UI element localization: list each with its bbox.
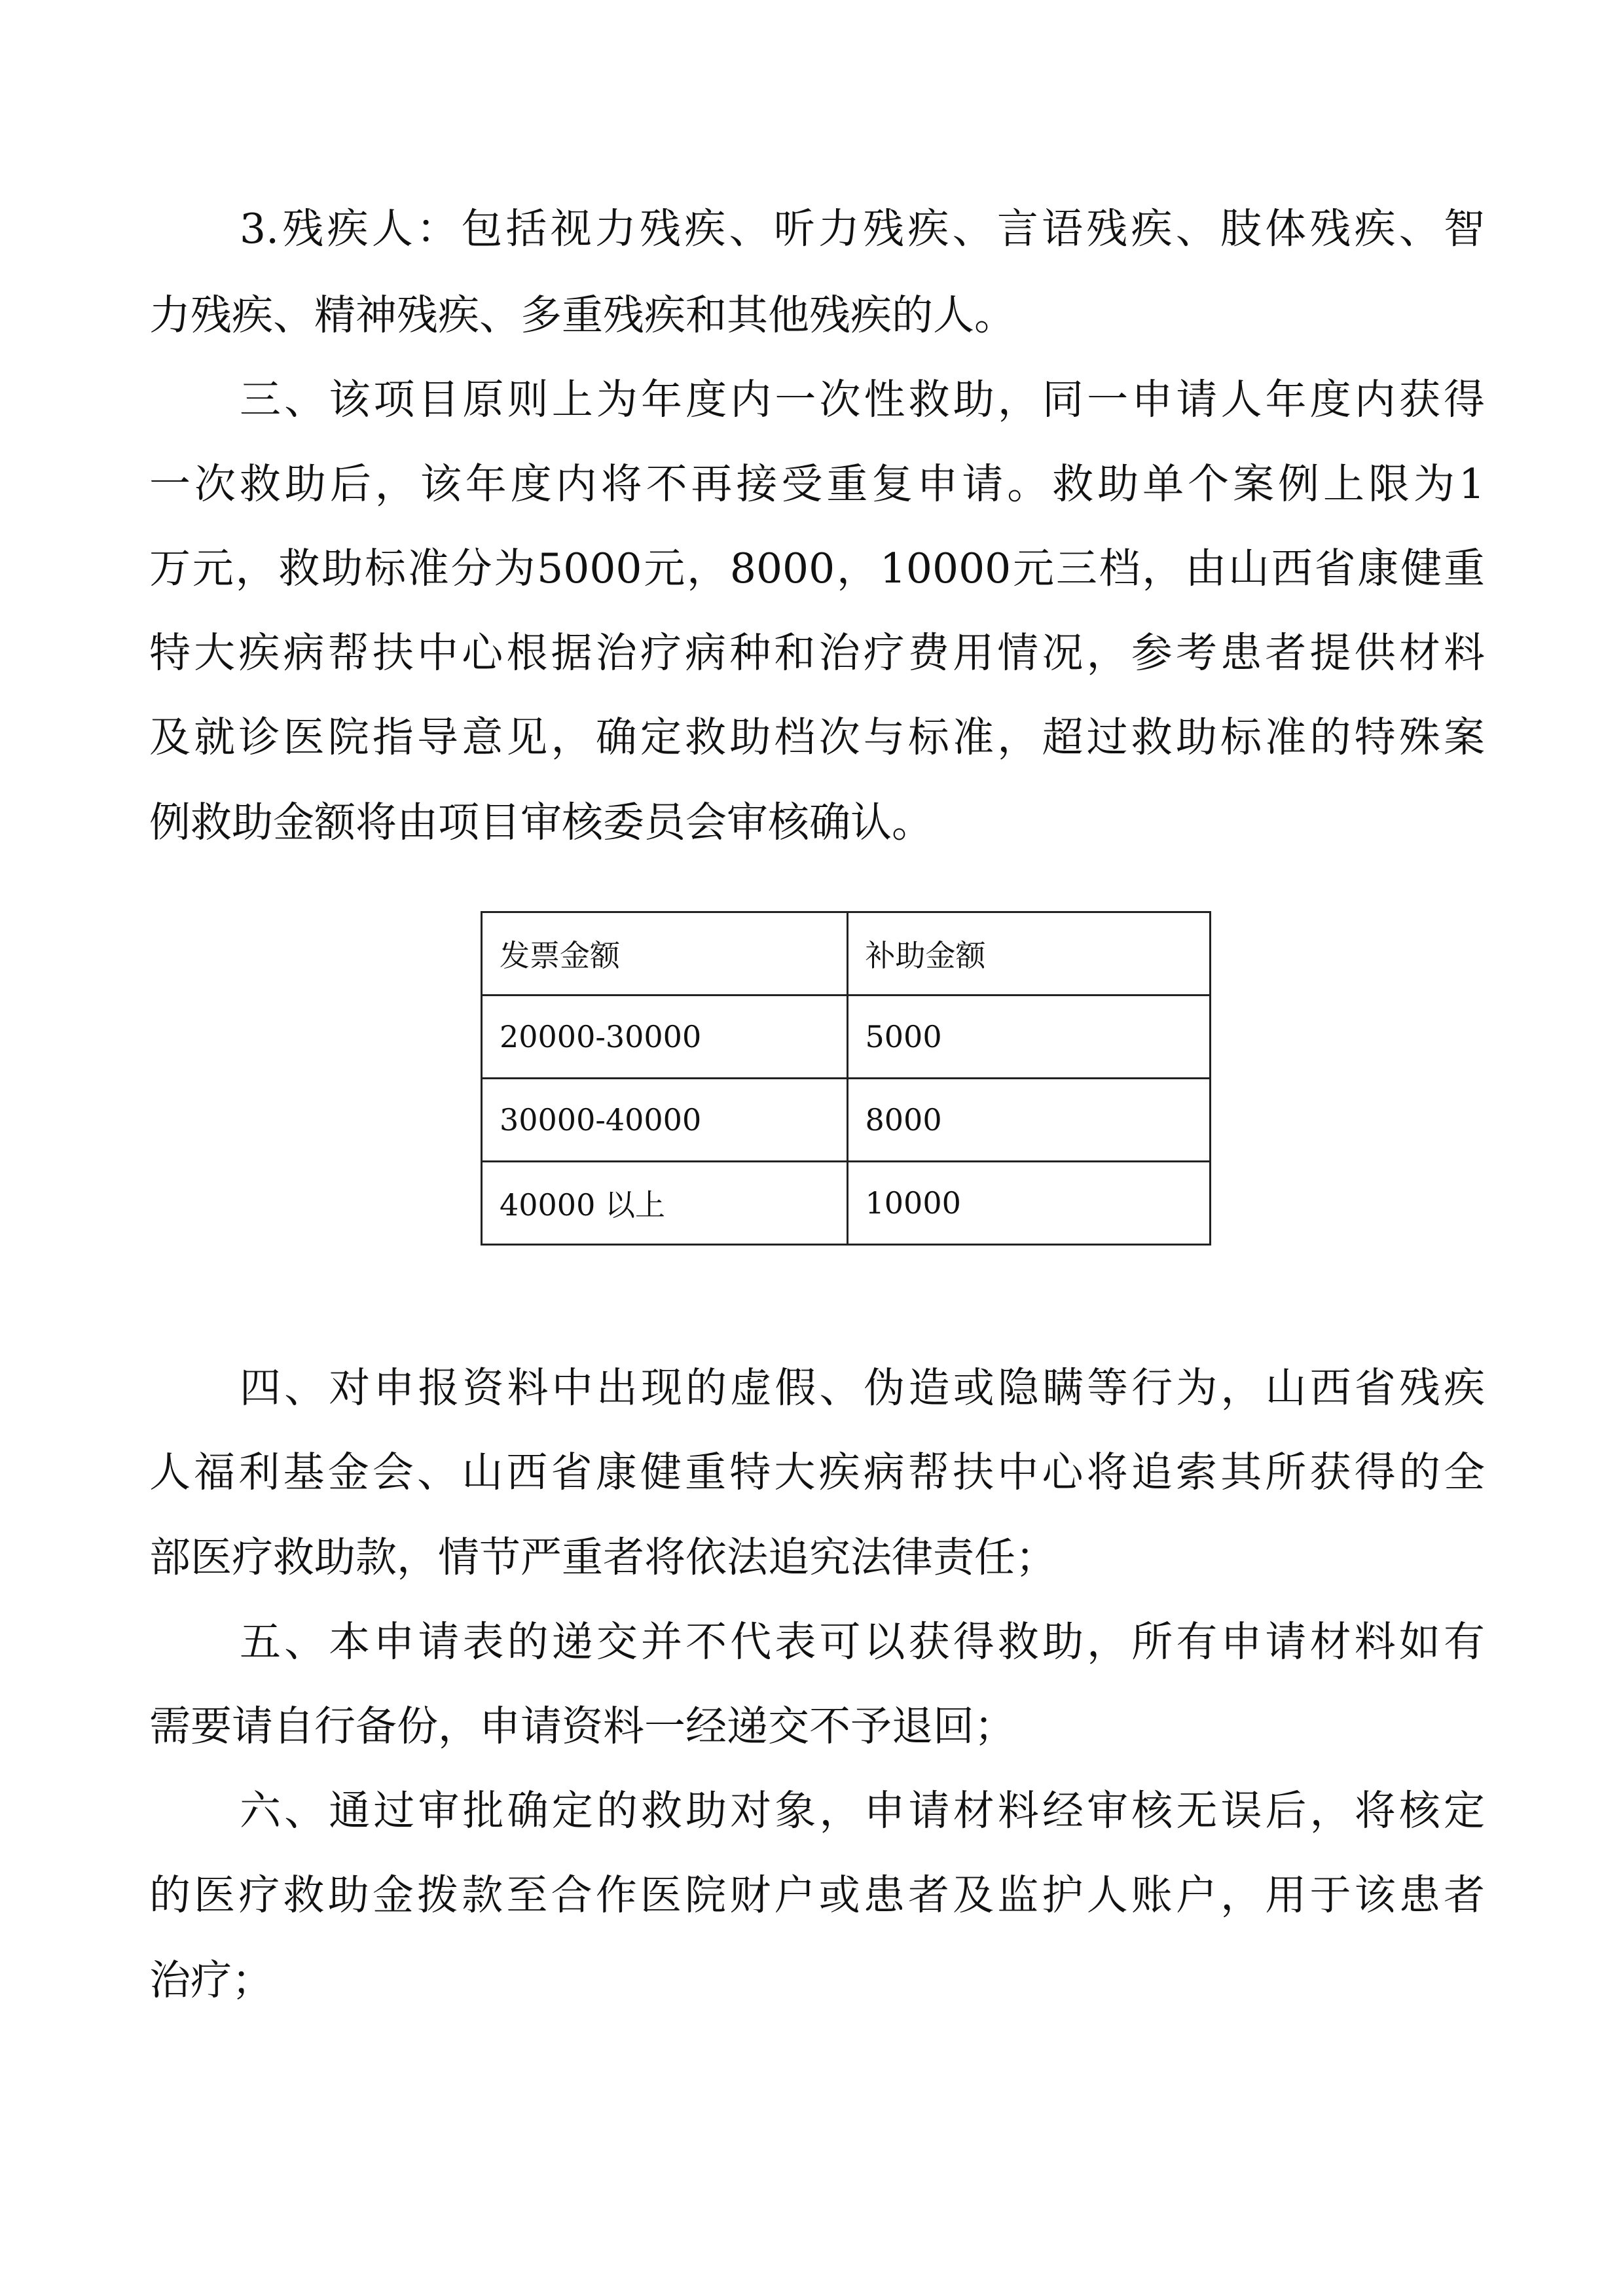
- subsidy-table: [481, 911, 1211, 1246]
- paragraph-3-line-1: 四、对申报资料中出现的虚假、伪造或隐瞒等行为，山西省残疾: [240, 1364, 1485, 1412]
- table-cell: 5000: [847, 996, 1210, 1079]
- paragraph-3-line-3: 部医疗救助款，情节严重者将依法追究法律责任；: [149, 1534, 1057, 1581]
- paragraph-5-line-3: 治疗；: [149, 1956, 273, 2004]
- table-cell: 40000 以上: [482, 1162, 848, 1245]
- table-header-cell: 补助金额: [847, 912, 1210, 996]
- paragraph-1-line-1: 3.残疾人：包括视力残疾、听力残疾、言语残疾、肢体残疾、智: [240, 205, 1485, 253]
- table-row: [482, 1079, 1211, 1162]
- table-row: [482, 996, 1211, 1079]
- paragraph-2-line-2: 一次救助后，该年度内将不再接受重复申请。救助单个案例上限为1: [149, 460, 1485, 508]
- paragraph-2-line-5: 及就诊医院指导意见，确定救助档次与标准，超过救助标准的特殊案: [149, 713, 1485, 761]
- paragraph-4-line-2: 需要请自行备份，申请资料一经递交不予退回；: [149, 1702, 1015, 1750]
- paragraph-5-line-2: 的医疗救助金拨款至合作医院财户或患者及监护人账户，用于该患者: [149, 1871, 1485, 1919]
- paragraph-4-line-1: 五、本申请表的递交并不代表可以获得救助，所有申请材料如有: [240, 1618, 1485, 1666]
- paragraph-2-line-1: 三、该项目原则上为年度内一次性救助，同一申请人年度内获得: [240, 376, 1485, 423]
- table-row: [482, 1162, 1211, 1245]
- paragraph-2-line-4: 特大疾病帮扶中心根据治疗病种和治疗费用情况，参考患者提供材料: [149, 629, 1485, 677]
- table-cell: 20000-30000: [482, 996, 848, 1079]
- table-cell: 30000-40000: [482, 1079, 848, 1162]
- paragraph-5-line-1: 六、通过审批确定的救助对象，申请材料经审核无误后，将核定: [240, 1787, 1485, 1835]
- paragraph-1-line-2: 力残疾、精神残疾、多重残疾和其他残疾的人。: [149, 291, 1015, 339]
- table-header-cell: 发票金额: [482, 912, 848, 996]
- table-cell: 10000: [847, 1162, 1210, 1245]
- table-header-row: [482, 912, 1211, 996]
- paragraph-3-line-2: 人福利基金会、山西省康健重特大疾病帮扶中心将追索其所获得的全: [149, 1448, 1485, 1496]
- paragraph-2-line-3: 万元，救助标准分为5000元，8000，10000元三档，由山西省康健重: [149, 545, 1485, 592]
- table-cell: 8000: [847, 1079, 1210, 1162]
- paragraph-2-line-6: 例救助金额将由项目审核委员会审核确认。: [149, 798, 933, 846]
